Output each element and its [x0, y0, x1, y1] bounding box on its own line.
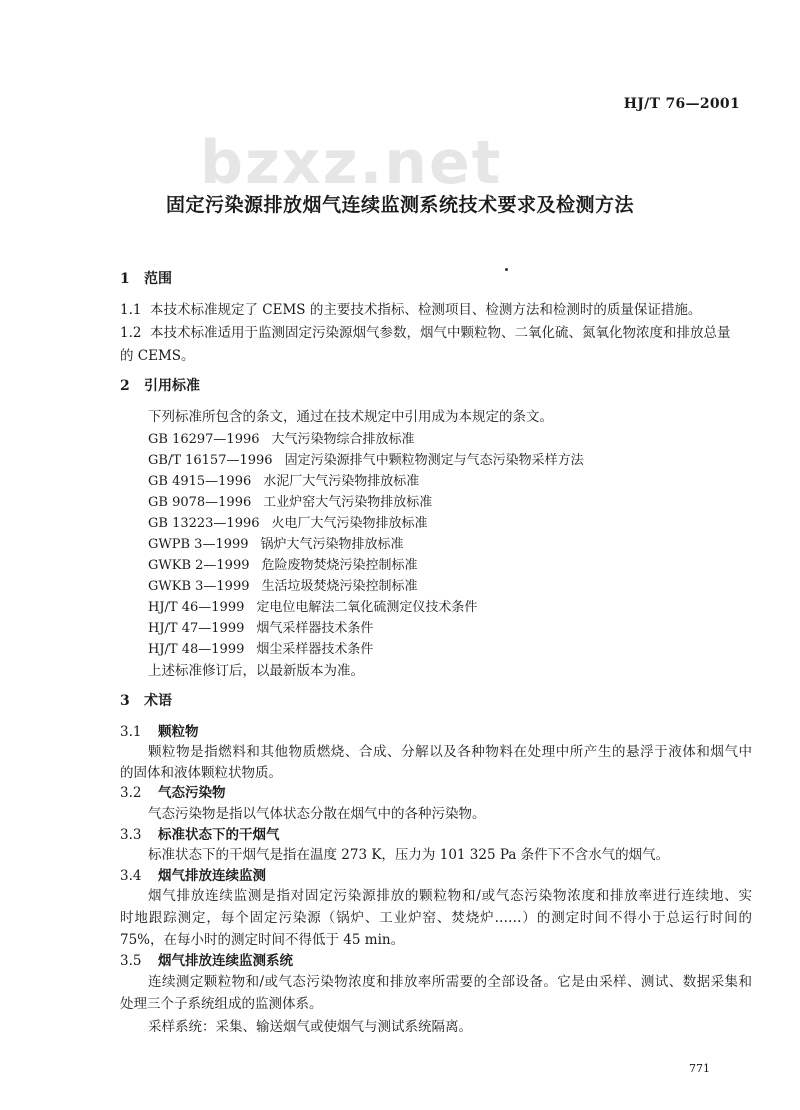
- term-number: 3.2: [120, 785, 142, 801]
- reference-code: GWKB 2—1999: [148, 558, 250, 573]
- watermark: bzxz.net: [200, 128, 503, 198]
- term-3-1-heading: [120, 720, 199, 740]
- section-title: 术语: [144, 693, 172, 709]
- section-number: 2: [120, 378, 130, 394]
- term-number: 3.1: [120, 724, 142, 740]
- reference-code: GB 4915—1996: [148, 474, 252, 489]
- term-3-4-text-cont: 时地跟踪测定，每个固定污染源（锅炉、工业炉窑、焚烧炉……）的测定时间不得小于总运行时间的: [120, 910, 752, 926]
- reference-name: 烟尘采样器技术条件: [256, 642, 374, 657]
- section-2-note: 上述标准修订后，以最新版本为准。: [148, 663, 364, 679]
- reference-item: [148, 596, 477, 615]
- standard-code: HJ/T 76—2001: [623, 96, 740, 112]
- term-3-3-heading: [120, 823, 280, 843]
- reference-code: GWKB 3—1999: [148, 579, 250, 594]
- reference-item: [148, 449, 584, 468]
- page-title: 固定污染源排放烟气连续监测系统技术要求及检测方法: [165, 194, 634, 216]
- clause-1-2-line2: 的 CEMS。: [120, 348, 195, 364]
- reference-item: [148, 491, 432, 510]
- reference-item: [148, 575, 418, 594]
- term-number: 3.5: [120, 953, 142, 969]
- reference-code: GB 13223—1996: [148, 516, 260, 531]
- section-number: 3: [120, 693, 130, 709]
- reference-item: [148, 533, 404, 552]
- term-3-4-text: 烟气排放连续监测是指对固定污染源排放的颗粒物和/或气态污染物浓度和排放率进行连续地、实: [148, 888, 752, 904]
- section-2-intro: 下列标准所包含的条文，通过在技术规定中引用成为本规定的条文。: [148, 409, 553, 425]
- term-title: 烟气排放连续监测: [158, 868, 266, 884]
- section-title: 引用标准: [144, 378, 200, 394]
- term-3-2-text: 气态污染物是指以气体状态分散在烟气中的各种污染物。: [148, 806, 486, 822]
- term-3-5-text-cont: 处理三个子系统组成的监测体系。: [120, 996, 323, 1012]
- term-3-4-heading: [120, 864, 266, 884]
- reference-item: [148, 554, 418, 573]
- section-number: 1: [120, 271, 130, 287]
- reference-code: HJ/T 47—1999: [148, 621, 245, 636]
- term-3-5-sampling: 采样系统：采集、输送烟气或使烟气与测试系统隔离。: [148, 1019, 472, 1035]
- reference-item: [148, 428, 415, 447]
- reference-item: [148, 512, 428, 531]
- term-3-3-text: 标准状态下的干烟气是指在温度 273 K，压力为 101 325 Pa 条件下不含水气的烟气。: [148, 847, 670, 863]
- clause-1-1: [120, 298, 701, 318]
- reference-code: GB 16297—1996: [148, 432, 260, 447]
- reference-name: 定电位电解法二氧化硫测定仪技术条件: [256, 600, 478, 615]
- term-title: 标准状态下的干烟气: [158, 827, 280, 843]
- term-3-5-heading: [120, 949, 293, 969]
- reference-name: 工业炉窑大气污染物排放标准: [263, 495, 433, 510]
- section-1-heading: [120, 268, 172, 288]
- reference-code: GWPB 3—1999: [148, 537, 249, 552]
- reference-item: [148, 470, 419, 489]
- reference-item: [148, 617, 373, 636]
- section-title: 范围: [144, 271, 172, 287]
- term-3-2-heading: [120, 781, 226, 801]
- speck-mark: [505, 268, 508, 271]
- reference-name: 烟气采样器技术条件: [256, 621, 374, 636]
- clause-text: 本技术标准规定了 CEMS 的主要技术指标、检测项目、检测方法和检测时的质量保证措施。: [150, 302, 702, 318]
- reference-name: 大气污染物综合排放标准: [271, 432, 415, 447]
- term-3-1-text-cont: 的固体和液体颗粒状物质。: [120, 765, 282, 781]
- term-3-1-text: 颗粒物是指燃料和其他物质燃烧、合成、分解以及各种物料在处理中所产生的悬浮于液体和烟气中: [148, 744, 752, 760]
- term-title: 气态污染物: [158, 785, 226, 801]
- section-2-heading: [120, 375, 200, 395]
- reference-name: 水泥厂大气污染物排放标准: [263, 474, 420, 489]
- term-title: 颗粒物: [158, 724, 199, 740]
- reference-name: 危险废物焚烧污染控制标准: [261, 558, 418, 573]
- term-title: 烟气排放连续监测系统: [158, 953, 293, 969]
- clause-number: 1.1: [120, 302, 142, 318]
- section-3-heading: [120, 690, 172, 710]
- reference-code: GB 9078—1996: [148, 495, 252, 510]
- reference-name: 锅炉大气污染物排放标准: [260, 537, 404, 552]
- clause-number: 1.2: [120, 325, 142, 341]
- term-number: 3.3: [120, 827, 142, 843]
- term-3-5-text: 连续测定颗粒物和/或气态污染物浓度和排放率所需要的全部设备。它是由采样、测试、数据采集和: [148, 974, 752, 990]
- term-number: 3.4: [120, 868, 142, 884]
- term-3-4-text-end: 75%，在每小时的测定时间不得低于 45 min。: [120, 932, 405, 948]
- reference-code: HJ/T 46—1999: [148, 600, 245, 615]
- clause-text: 本技术标准适用于监测固定污染源烟气参数，烟气中颗粒物、二氧化硫、氮氧化物浓度和排放总量: [150, 325, 731, 341]
- reference-code: GB/T 16157—1996: [148, 453, 273, 468]
- reference-item: [148, 638, 373, 657]
- page-number: 771: [689, 1062, 710, 1075]
- reference-name: 火电厂大气污染物排放标准: [271, 516, 428, 531]
- reference-name: 固定污染源排气中颗粒物测定与气态污染物采样方法: [284, 453, 584, 468]
- reference-name: 生活垃圾焚烧污染控制标准: [261, 579, 418, 594]
- reference-code: HJ/T 48—1999: [148, 642, 245, 657]
- clause-1-2: [120, 321, 731, 341]
